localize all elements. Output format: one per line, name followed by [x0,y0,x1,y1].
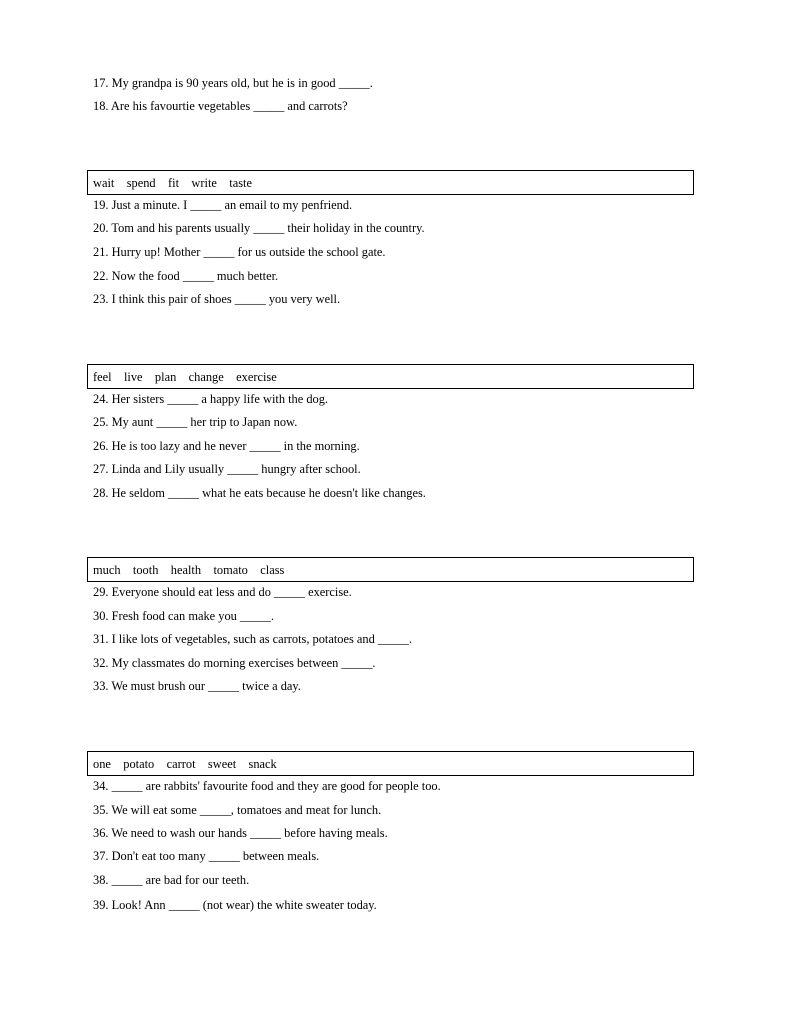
question-20: 20. Tom and his parents usually _____ their holiday in the country. [93,221,425,235]
word-bank-box [87,557,694,582]
word-bank: wait spend fit write taste [93,176,252,190]
question-18: 18. Are his favourtie vegetables _____ and carrots? [93,99,348,113]
question-34: 34. _____ are rabbits' favourite food and they are good for people too. [93,779,441,793]
question-17: 17. My grandpa is 90 years old, but he is in good _____. [93,76,373,90]
word-bank-box [87,170,694,195]
word-bank: one potato carrot sweet snack [93,757,277,771]
question-26: 26. He is too lazy and he never _____ in the morning. [93,439,360,453]
question-39: 39. Look! Ann _____ (not wear) the white sweater today. [93,898,377,912]
question-33: 33. We must brush our _____ twice a day. [93,679,301,693]
question-37: 37. Don't eat too many _____ between meals. [93,849,320,863]
question-27: 27. Linda and Lily usually _____ hungry after school. [93,462,361,476]
word-bank: feel live plan change exercise [93,370,277,384]
question-30: 30. Fresh food can make you _____. [93,609,275,623]
question-31: 31. I like lots of vegetables, such as carrots, potatoes and _____. [93,632,412,646]
word-bank-box [87,751,694,776]
question-23: 23. I think this pair of shoes _____ you very well. [93,292,341,306]
question-36: 36. We need to wash our hands _____ before having meals. [93,826,388,840]
question-38: 38. _____ are bad for our teeth. [93,873,250,887]
question-25: 25. My aunt _____ her trip to Japan now. [93,415,298,429]
question-28: 28. He seldom _____ what he eats because he doesn't like changes. [93,486,426,500]
question-32: 32. My classmates do morning exercises between _____. [93,656,376,670]
word-bank: much tooth health tomato class [93,563,285,577]
question-21: 21. Hurry up! Mother _____ for us outside the school gate. [93,245,386,259]
question-19: 19. Just a minute. I _____ an email to my penfriend. [93,198,353,212]
question-22: 22. Now the food _____ much better. [93,269,279,283]
question-29: 29. Everyone should eat less and do _____ exercise. [93,585,352,599]
question-35: 35. We will eat some _____, tomatoes and meat for lunch. [93,803,382,817]
word-bank-box [87,364,694,389]
question-24: 24. Her sisters _____ a happy life with the dog. [93,392,329,406]
